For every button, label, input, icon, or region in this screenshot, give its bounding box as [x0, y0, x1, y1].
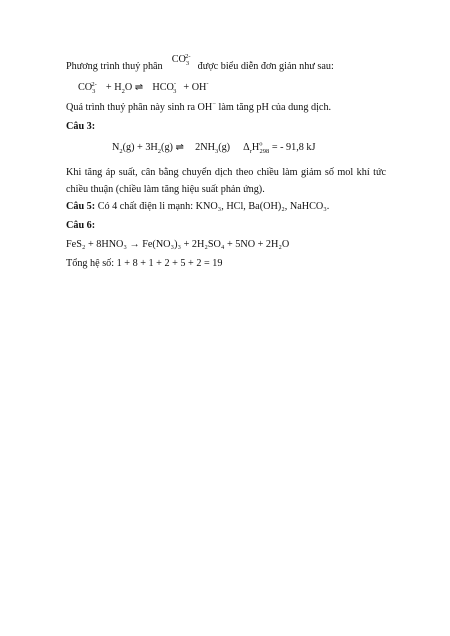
- plus-water: + H: [105, 82, 122, 93]
- delta-r: r: [249, 148, 252, 156]
- product-hydroxide: + OH: [183, 82, 207, 93]
- question-5-line: [66, 200, 329, 214]
- delta-symbol: Δ: [243, 142, 250, 153]
- reactant-carbonate-sub: 3: [92, 88, 96, 96]
- ph-text-a: Quá trình thuỷ phân này sinh ra OH: [66, 102, 213, 113]
- question-5-answer: Có 4 chất điện li mạnh: KNO₃, HCl, Ba(OH)₂, NaHCO₃.: [97, 201, 330, 212]
- ph-text-b: làm tăng pH của dung dịch.: [218, 102, 332, 113]
- carbonate-ion: [171, 52, 191, 68]
- reactant-carbonate: CO: [78, 82, 93, 93]
- water-oxygen: O: [124, 82, 133, 93]
- hydrolysis-intro-line: [66, 52, 334, 74]
- product-bicarbonate-charge: -: [173, 80, 177, 88]
- ammonia-equation: [112, 141, 315, 155]
- nitrogen-sub: 2: [119, 148, 123, 156]
- question-3-heading: Câu 3:: [66, 121, 96, 132]
- ion-symbol: CO: [171, 54, 186, 65]
- intro-prefix: Phương trình thuỷ phân: [66, 61, 163, 72]
- question-6-heading: Câu 6:: [66, 220, 96, 231]
- equilibrium-arrow: ⇌: [134, 82, 144, 93]
- equilibrium-arrow-2: ⇌: [175, 142, 185, 153]
- product-bicarbonate: HCO: [152, 82, 174, 93]
- temperature-sub: 298: [259, 148, 270, 156]
- ammonia: 2NH: [195, 142, 215, 153]
- ph-explanation-line: [66, 101, 331, 115]
- standard-sign: o: [259, 140, 263, 148]
- ammonia-sub: 3: [214, 148, 219, 156]
- ammonia-state: (g): [218, 142, 231, 153]
- question-6-equation: FeS₂ + 8HNO₃ → Fe(NO₃)₃ + 2H₂SO₄ + 5NO + 2H₂O: [66, 239, 290, 250]
- question-3-explanation: Khi tăng áp suất, cân bằng chuyển dịch theo chiều làm giảm số mol khí tức chiều thuận (chiều làm tăng hiệu suất phản ứng).: [66, 167, 386, 195]
- hydrogen: + 3H: [137, 142, 158, 153]
- question-5-heading: Câu 5:: [66, 201, 96, 212]
- reactant-carbonate-charge: 2-: [91, 80, 97, 88]
- hydroxide-charge: -: [206, 80, 209, 88]
- enthalpy-H: H: [251, 142, 260, 153]
- nitrogen-state: (g): [122, 142, 135, 153]
- ion-subscript: 3: [185, 60, 190, 68]
- nitrogen: N: [112, 142, 120, 153]
- hydrogen-sub: 2: [157, 148, 162, 156]
- oh-charge: −: [212, 100, 216, 108]
- ion-charge: 2-: [185, 52, 191, 60]
- intro-suffix: được biểu diễn đơn giản như sau:: [197, 61, 334, 72]
- hydrolysis-equation: [78, 81, 209, 95]
- enthalpy-value: = - 91,8 kJ: [271, 142, 316, 153]
- question-6-sum: Tổng hệ số: 1 + 8 + 1 + 2 + 5 + 2 = 19: [66, 258, 223, 269]
- hydrogen-state: (g): [161, 142, 173, 153]
- product-bicarbonate-sub: 3: [173, 88, 177, 96]
- water-subscript: 2: [121, 88, 125, 96]
